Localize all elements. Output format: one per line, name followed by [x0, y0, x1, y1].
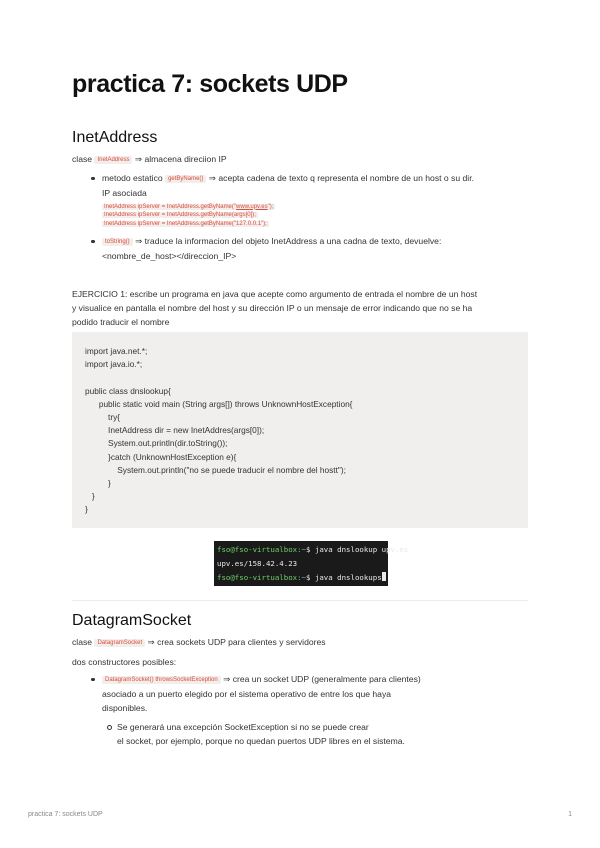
inetaddress-bullets: [72, 171, 528, 263]
page-number: 1: [568, 811, 572, 818]
list-item: [72, 672, 528, 748]
code-snippet: [102, 203, 528, 229]
sub-bullet-text: Se generará una excepción SocketException si no se puede crear: [117, 721, 369, 732]
datagram-section: [72, 612, 528, 630]
list-item: [72, 234, 528, 263]
inline-code: InetAddress: [94, 156, 132, 164]
code-block-text: import java.net.*; import java.io.*; public class dnslookup{ public static void main (String args[]) throws UnknownHostException{ try{ InetAddress dir = new InetAddres(args[0]); System.out.println(dir.toString()); }catch (UnknownHostException e){ System.out.println("no se puede traducir el nombre del hostt"); } } }: [85, 346, 353, 515]
exercise-line: EJERCICIO 1: escribe un programa en java que acepte como argumento de entrada el nombre de un host: [72, 289, 478, 299]
exercise-line: podido traducir el nombre: [72, 317, 170, 327]
page-title: practica 7: sockets UDP: [72, 70, 348, 98]
inline-code: toString(): [102, 238, 133, 246]
intro-prefix: clase: [72, 154, 93, 164]
terminal-line: upv.es/158.42.4.23: [217, 559, 298, 568]
divider: [72, 600, 528, 601]
intro-suffix: ⇒ almacena direciion IP: [134, 154, 227, 164]
code-block: [72, 332, 528, 528]
inetaddress-intro: [72, 152, 528, 167]
inline-code: DatagramSocket: [94, 639, 145, 647]
exercise-text: [72, 287, 528, 329]
datagram-bullets: [72, 672, 528, 748]
bullet-text: ⇒ traduce la informacion del objeto InetAddress a una cadna de texto, devuelve:: [135, 236, 442, 247]
footer-title: practica 7: sockets UDP: [28, 811, 103, 818]
datagram-intro: [72, 635, 528, 669]
sub-bullet-text: el socket, por ejemplo, porque no quedan puertos UDP libres en el sistema.: [117, 735, 405, 746]
code-line: ");: [267, 203, 274, 210]
bullet-text: asociado a un puerto elegido por el sistema operativo de entre los que haya: [102, 688, 392, 699]
cursor-icon: [382, 572, 386, 581]
code-line: InetAddress ipServer = InetAddress.getByName(args[0]);: [104, 212, 256, 219]
intro-suffix: ⇒ crea sockets UDP para clientes y servidores: [147, 637, 326, 647]
bullet-text: disponibles.: [102, 702, 148, 713]
terminal-screenshot: [214, 541, 409, 586]
list-item: [72, 720, 528, 748]
terminal-line: fso@fso-virtualbox:~$ java dnslookup upv.es: [217, 545, 409, 554]
code-line: InetAddress ipServer = InetAddress.getByName("127.0.0.1");: [104, 220, 267, 227]
bullet-text: ⇒ crea un socket UDP (generalmente para clientes): [223, 674, 421, 684]
code-line: InetAddress ipServer = InetAddress.getByName(": [104, 203, 237, 210]
inline-code: getByName(): [165, 175, 206, 183]
bullet-text: <nombre_de_host></direccion_IP>: [102, 250, 237, 261]
inline-code: DatagramSocket() throwsSocketException: [102, 676, 221, 684]
code-link[interactable]: www.upv.es: [236, 203, 268, 210]
bullet-text: metodo estatico: [102, 173, 163, 183]
datagram-line: dos constructores posibles:: [72, 656, 177, 667]
datagram-heading: DatagramSocket: [72, 612, 192, 629]
list-item: [72, 171, 528, 228]
bullet-text: ⇒ acepta cadena de texto q representa el nombre de un host o su dir.: [208, 173, 474, 183]
intro-prefix: clase: [72, 637, 93, 647]
bullet-text: IP asociada: [102, 187, 147, 198]
inetaddress-section: [72, 129, 528, 147]
terminal-line: fso@fso-virtualbox:~$ java dnslookups: [217, 571, 388, 585]
inetaddress-heading: InetAddress: [72, 129, 158, 146]
exercise-line: y visualice en pantalla el nombre del host y su dirección IP o un mensaje de error indicando que no se ha: [72, 303, 473, 313]
